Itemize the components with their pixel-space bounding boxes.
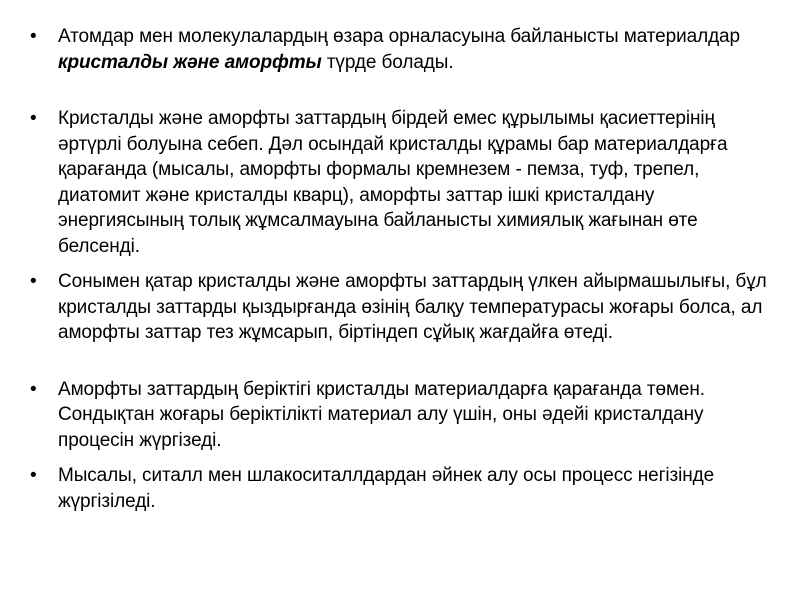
paragraph-1-text: Атомдар мен молекулалардың өзара орналасуына байланысты материалдар	[58, 26, 740, 47]
bullet-marker: •	[30, 108, 37, 129]
paragraph-2-text: Кристалды және аморфты заттардың бірдей емес құрылымы қасиеттерінің әртүрлі болуына себеп. Дәл осындай кристалды құрамы бар материалдарға қарағанда (мысалы, аморфты формалы кремнезем - пемза, туф, трепел, диатомит және кристалды кварц), аморфты заттар ішкі кристалдану энергиясының толық жұмсалмауына байланысты химиялық жағынан өте белсенді.	[58, 108, 728, 257]
paragraph-5-text: Мысалы, ситалл мен шлакоситаллдардан әйнек алу осы процесс негізінде жүргізіледі.	[58, 465, 715, 512]
emphasis-crystalline: кристалды	[58, 51, 168, 73]
bullet-paragraph-3	[30, 269, 780, 346]
bullet-paragraph-1	[30, 24, 780, 75]
paragraph-3-text: Сонымен қатар кристалды және аморфты заттардың үлкен айырмашылығы, бұл кристалды заттарды қыздырғанда өзінің балқу температурасы жоғары болса, ал аморфты заттар тез жұмсарып, біртіндеп сұйық жағдайға өтеді.	[58, 271, 767, 343]
bullet-marker: •	[30, 26, 37, 47]
paragraph-4-text: Аморфты заттардың беріктігі кристалды материалдарға қарағанда төмен. Сондықтан жоғары беріктілікті материал алу үшін, оны әдейі кристалдану процесін жүргізеді.	[58, 378, 705, 451]
bullet-marker: •	[30, 378, 37, 400]
bullet-marker: •	[30, 271, 37, 292]
bullet-paragraph-2	[30, 106, 780, 259]
paragraph-1-ending: түрде болады.	[321, 51, 454, 73]
emphasis-amorphous: аморфты	[224, 51, 322, 73]
emphasis-and: және	[173, 51, 220, 73]
bullet-marker: •	[30, 465, 37, 486]
slide-content	[30, 24, 780, 514]
bullet-paragraph-5	[30, 463, 780, 514]
bullet-paragraph-4	[30, 377, 780, 454]
